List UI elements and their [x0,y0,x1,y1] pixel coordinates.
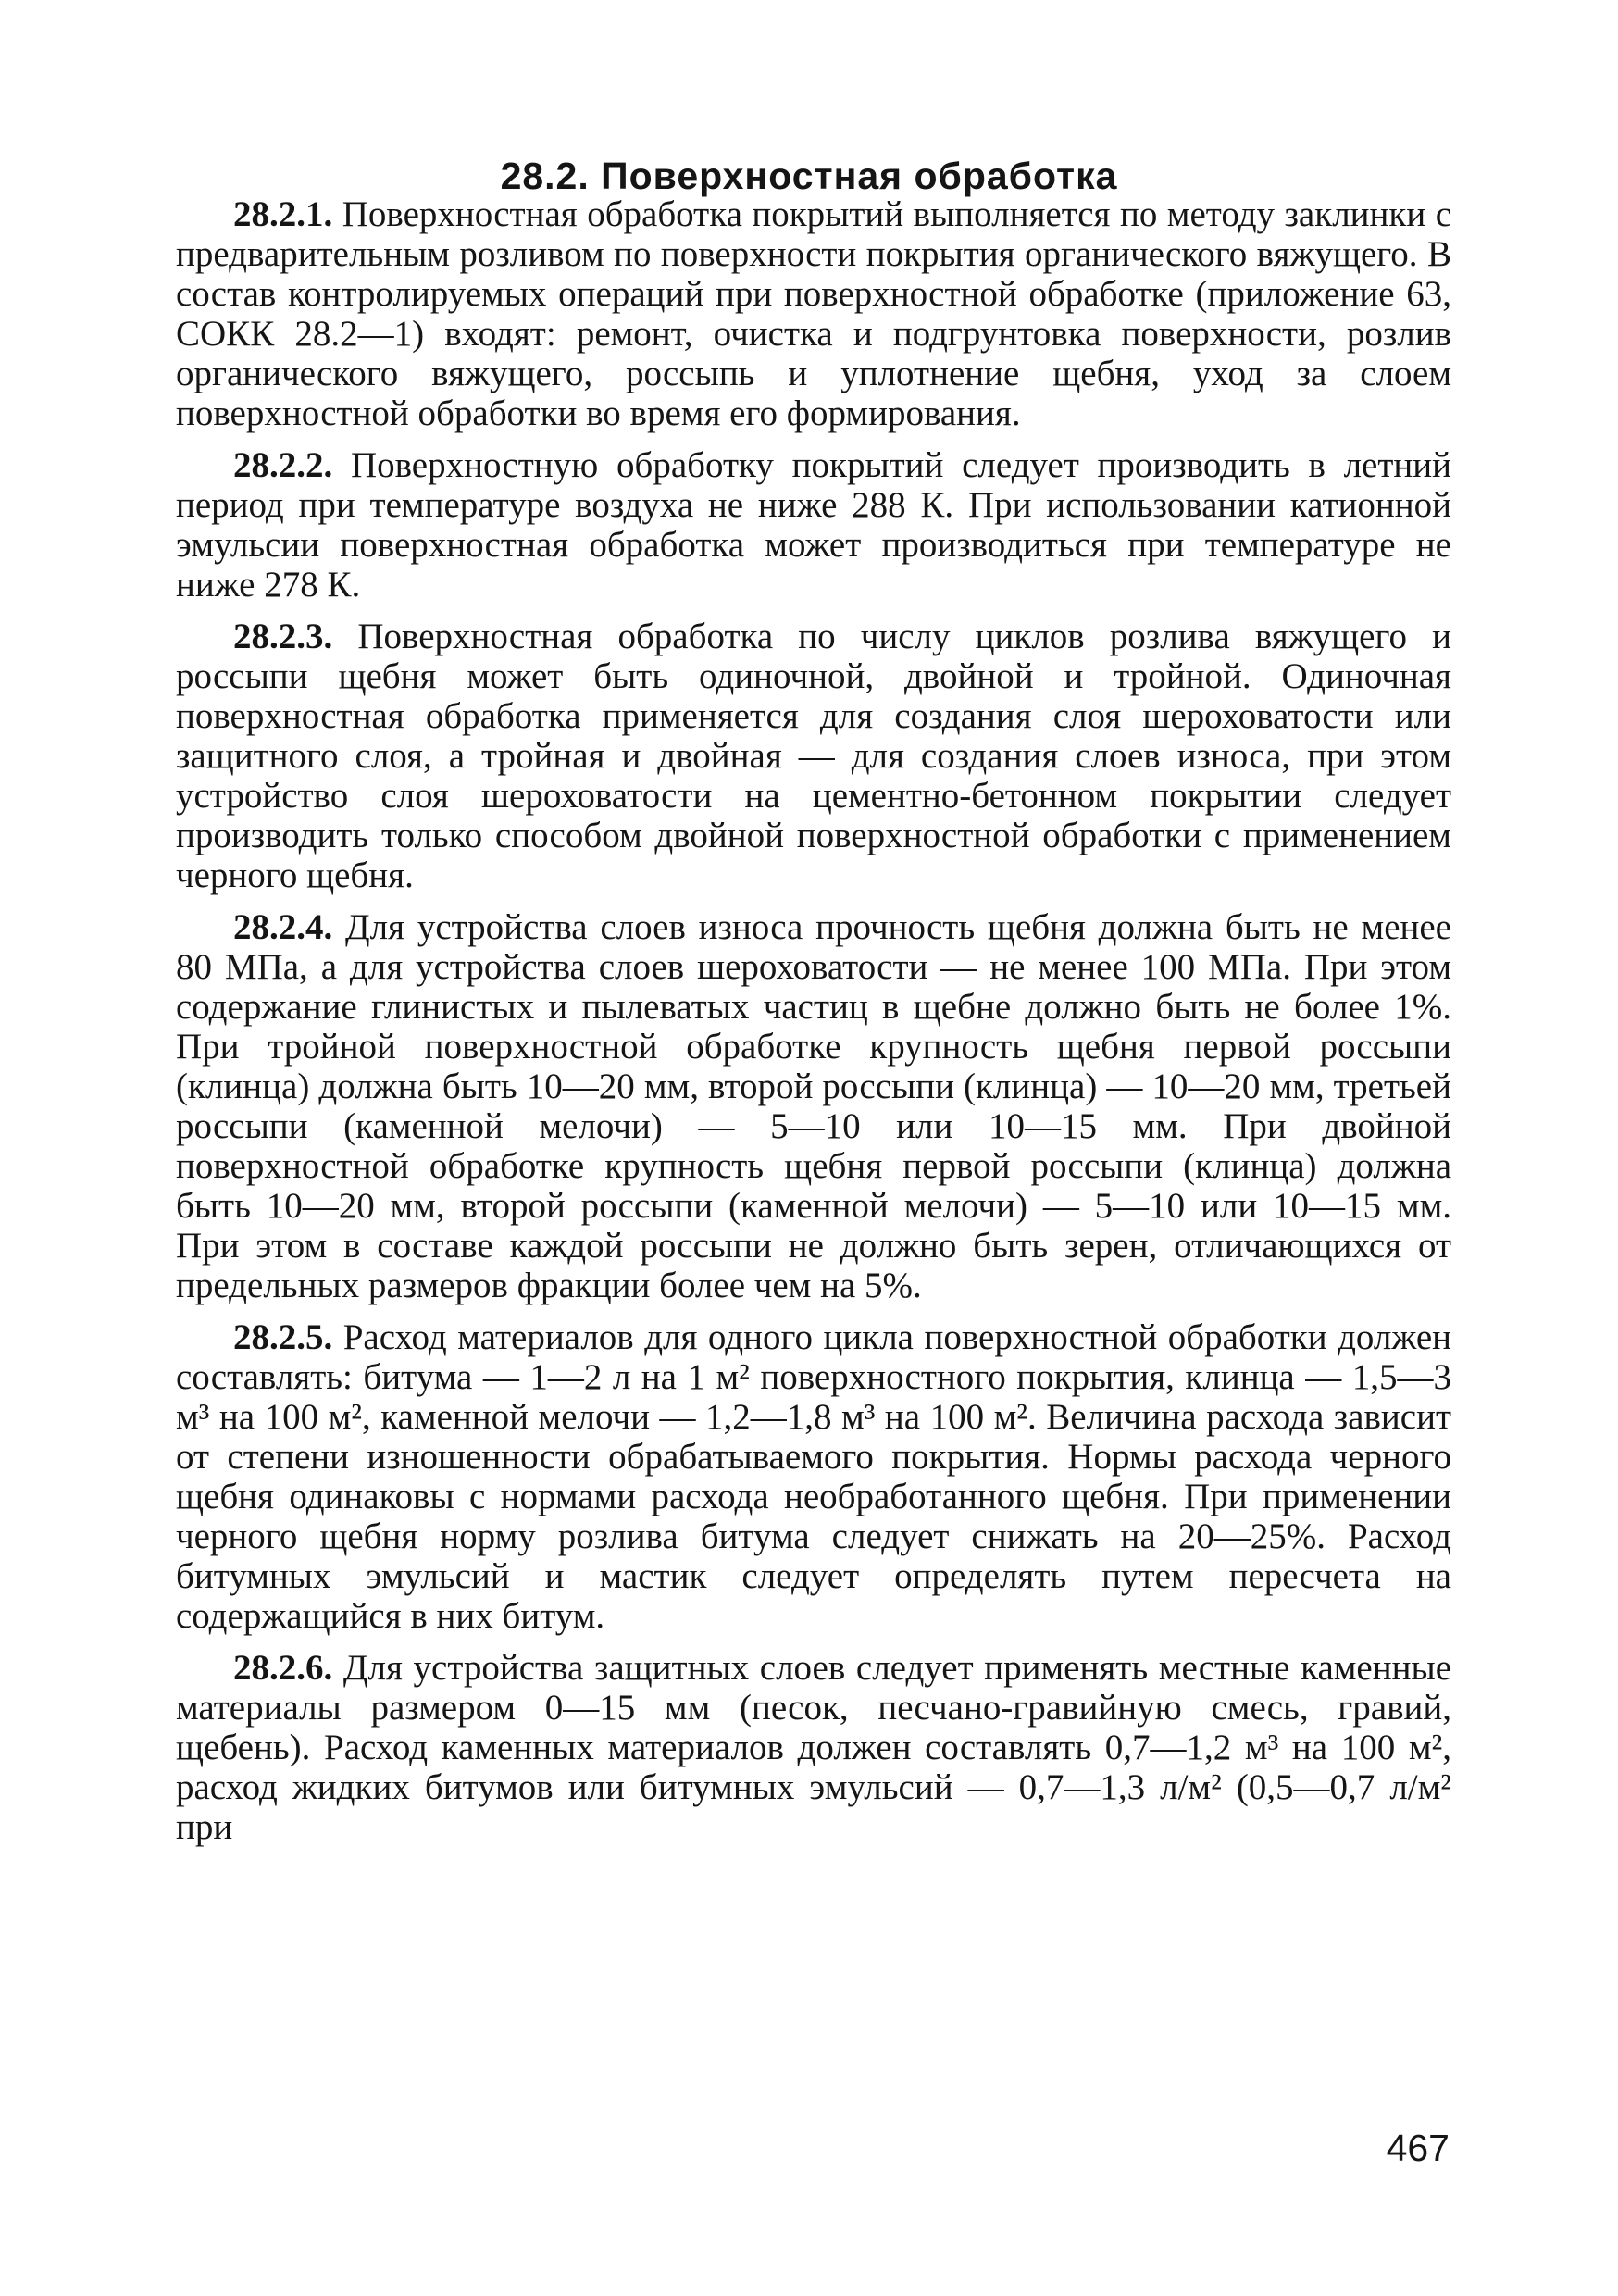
paragraph-28-2-2 [176,445,1451,605]
paragraph-28-2-4 [176,907,1451,1305]
paragraph-number: 28.2.6. [233,1648,333,1688]
paragraph-text: Для устройства защитных слоев следует применять местные каменные материалы размером 0—15 мм (песок, песчано-гравийную смесь, гравий, щебень). Расход каменных материалов должен составлять 0,7—1,2 м³ на 100 м², расход жидких битумов или битумных эмульсий — 0,7—1,3 л/м² (0,5—0,7 л/м² при [176,1648,1452,1847]
page-number: 467 [1386,2127,1450,2169]
paragraph-28-2-6 [176,1648,1451,1847]
paragraph-number: 28.2.3. [233,617,333,656]
paragraph-text: Поверхностная обработка покрытий выполняется по методу заклинки с предварительным розливом по поверхности покрытия органического вяжущего. В состав контролируемых операций при поверхностной обработке (приложение 63, СОКК 28.2—1) входят: ремонт, очистка и подгрунтовка поверхности, розлив органического вяжущего, россыпь и уплотнение щебня, уход за слоем поверхностной обработки во время его формирования. [176,194,1452,433]
paragraph-number: 28.2.2. [233,445,333,485]
paragraph-number: 28.2.5. [233,1317,333,1357]
section-heading: 28.2. Поверхностная обработка [500,155,1118,198]
paragraph-number: 28.2.4. [233,907,333,947]
paragraph-text: Поверхностную обработку покрытий следует производить в летний период при температуре воздуха не ниже 288 К. При использовании катионной эмульсии поверхностная обработка может производиться при температуре не ниже 278 К. [176,445,1452,605]
paragraph-text: Расход материалов для одного цикла поверхностной обработки должен составлять: битума — 1—2 л на 1 м² поверхностного покрытия, клинца — 1,5—3 м³ на 100 м², каменной мелочи — 1,2—1,8 м³ на 100 м². Величина расхода зависит от степени изношенности обрабатываемого покрытия. Нормы расхода черного щебня одинаковы с нормами расхода необработанного щебня. При применении черного щебня норму розлива битума следует снижать на 20—25%. Расход битумных эмульсий и мастик следует определять путем пересчета на содержащийся в них битум. [176,1317,1451,1636]
paragraph-text: Поверхностная обработка по числу циклов розлива вяжущего и россыпи щебня может быть одиночной, двойной и тройной. Одиночная поверхностная обработка применяется для создания слоя шероховатости или защитного слоя, а тройная и двойная — для создания слоев износа, при этом устройство слоя шероховатости на цементно-бетонном покрытии следует производить только способом двойной поверхностной обработки с применением черного щебня. [176,617,1452,895]
paragraph-number: 28.2.1. [233,194,333,234]
paragraph-28-2-3 [176,617,1451,895]
paragraph-text: Для устройства слоев износа прочность щебня должна быть не менее 80 МПа, а для устройства слоев шероховатости — не менее 100 МПа. При этом содержание глинистых и пылеватых частиц в щебне должно быть не более 1%. При тройной поверхностной обработке крупность щебня первой россыпи (клинца) должна быть 10—20 мм, второй россыпи (клинца) — 10—20 мм, третьей россыпи (каменной мелочи) — 5—10 или 10—15 мм. При двойной поверхностной обработке крупность щебня первой россыпи (клинца) должна быть 10—20 мм, второй россыпи (каменной мелочи) — 5—10 или 10—15 мм. При этом в составе каждой россыпи не должно быть зерен, отличающихся от предельных размеров фракции более чем на 5%. [176,907,1451,1305]
section-body [176,194,1451,1859]
paragraph-28-2-1 [176,194,1451,433]
paragraph-28-2-5 [176,1317,1451,1636]
